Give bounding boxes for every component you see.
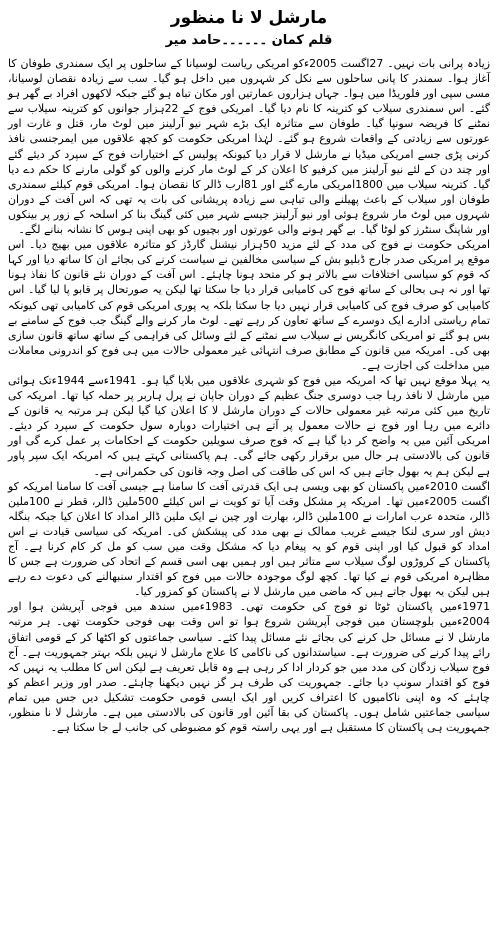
article-title: مارشل لا نا منظور [170,8,328,28]
paragraph-2: امریکی حکومت نے فوج کی مدد کے لئے مزید 50ہزار نیشنل گارڈز کو متاثرہ علاقوں میں بھیج دیا۔ اس موقع پر امریکی صدر جارج ڈبلیو بش کے سیاسی مخالفین نے سیاست کرنے کی بجائے ان کا ساتھ دیا اور کہا کہ قوم کو سیاسی اختلافات سے بالاتر ہو کر متحد ہونا چاہئے۔ اس آفت کے دوران نئے قانون کا نفاذ ہونا تھا اور نہ ہی بحالی کے ساتھ فوج کی کامیابی قرار دیا جا سکتا تھا لیکن یہ صورتحال پر قابو پا لیا گیا۔ اس کامیابی کو صرف فوج کی کامیابی قرار نہیں دیا جا سکتا بلکہ یہ پوری امریکی قوم کی کامیابی تھی کیونکہ تمام ریاستی ادارے ایک دوسرے کے ساتھ تعاون کر رہے تھے۔ لوٹ مار کرنے والے گینگ جب فوج کے سامنے بے بس ہو گئے تو امریکی کانگریس نے سیلاب سے نمٹنے کے لئے وسائل کی فراہمی کے ساتھ ساتھ قانون سازی بھی کی۔ امریکہ میں قانون کے مطابق صرف انتہائی غیر معمولی حالات میں ہی فوج کو اندرونی معاملات میں مداخلت کی اجازت ہے۔ [8,238,490,372]
article-body [8,56,490,735]
article-byline: قلم کمان ۔۔۔۔۔۔حامد میر [165,33,333,48]
paragraph-3: یہ پہلا موقع نہیں تھا کہ امریکہ میں فوج کو شہری علاقوں میں بلایا گیا ہو۔ 1941ءسے 1944ءتک ہوائی میں مارشل لا نافذ رہا جب دوسری جنگ عظیم کے دوران جاپان نے پرل ہاربر پر حملہ کیا تھا۔ امریکہ کی تاریخ میں کئی مرتبہ غیر معمولی حالات کے دوران مارشل لا کا اعلان کیا گیا لیکن ہر مرتبہ یہ قانون کے دائرے میں رہا اور فوج نے حالات معمول پر آتے ہی اختیارات دوبارہ سول حکومت کے سپرد کر دیئے۔ امریکی آئین میں یہ واضح کر دیا گیا ہے کہ فوج صرف سویلین حکومت کے احکامات پر عمل کرے گی اور قانون کی بالادستی ہر حال میں برقرار رکھی جائے گی۔ ہم پاکستانی کہتے ہیں کہ امریکہ ایک سپر پاور ہے لیکن ہم یہ بھول جاتے ہیں کہ اس کی طاقت کی اصل وجہ قانون کی حکمرانی ہے۔ [8,373,490,478]
paragraph-5: 1971ءمیں پاکستان ٹوٹا تو فوج کی حکومت تھی۔ 1983ءمیں سندھ میں فوجی آپریشن ہوا اور 2004ءمیں بلوچستان میں فوجی آپریشن شروع ہوا تو اس وقت بھی فوجی حکومت تھی۔ ہر مرتبہ مارشل لا نے مسائل حل کرنے کی بجائے نئے مسائل پیدا کئے۔ سیاسی جماعتوں کو اکٹھا کر کے قومی اتفاق رائے پیدا کرنے کی ضرورت ہے۔ سیاستدانوں کی ناکامی کا علاج مارشل لا نہیں بلکہ بہتر جمہوریت ہے۔ آج فوج سیلاب زدگان کی مدد میں جو کردار ادا کر رہی ہے وہ قابل تعریف ہے لیکن اس کا مطلب یہ نہیں کہ فوج کو اقتدار سونپ دیا جائے۔ جمہوریت کی طرف ہر گز نہیں دیکھنا چاہئے۔ صدر اور وزیر اعظم کو چاہئے کہ وہ اپنی ناکامیوں کا اعتراف کریں اور ایک ایسی قومی حکومت تشکیل دیں جس میں تمام سیاسی جماعتیں شامل ہوں۔ پاکستان کی بقا آئین اور قانون کی بالادستی میں ہے۔ مارشل لا نا منظور، جمہوریت ہی پاکستان کا مستقبل ہے اور یہی راستہ قوم کو مضبوطی کی جانب لے جا سکتا ہے۔ [8,600,490,735]
paragraph-1: زیادہ پرانی بات نہیں۔ 27اگست 2005ءکو امریکی ریاست لوسیانا کے ساحلوں پر ایک سمندری طوفان کا آغاز ہوا۔ سمندر کا پانی ساحلوں سے نکل کر شہروں میں داخل ہو گیا۔ سب سے زیادہ نقصان لوسیانا، مسی سپی اور فلوریڈا میں ہوا۔ جہاں ہزاروں عمارتیں اور مکان تباہ ہو گئے جبکہ لاکھوں افراد بے گھر ہو گئے۔ اس سمندری سیلاب کو کترینہ کا نام دیا گیا۔ امریکی فوج کے 22ہزار جوانوں کو کترینہ سیلاب سے نمٹنے کا فریضہ سونپا گیا۔ طوفان سے متاثرہ ایک بڑے شہر نیو آرلینز میں لوٹ مار، قتل و غارت اور عورتوں سے زیادتی کے واقعات شروع ہو گئے۔ لہٰذا امریکی حکومت کو کچھ علاقوں میں ایمرجنسی نافذ کرنی پڑی جسے امریکی میڈیا نے مارشل لا قرار دیا کیونکہ پولیس کے اختیارات فوج کے سپرد کر دیئے گئے اور چند دن کے لئے نیو آرلینز میں کرفیو کا اعلان کر کے لوٹ مار کرنے والوں کو گولی مارنے کا حکم دے دیا گیا۔ کترینہ سیلاب میں 1800امریکی مارے گئے اور 81ارب ڈالر کا نقصان ہوا۔ امریکی قوم کیلئے سمندری طوفان اور سیلاب کے باعث پھیلنے والی تباہی سے زیادہ پریشانی کی بات یہ تھی کہ اس آفت کے دوران شہروں میں لوٹ مار شروع ہوئی اور نیو آرلینز جیسے شہر میں کئی گینگ بنا کر اسلحہ کے زور پر بینکوں اور شاپنگ سنٹرز کو لوٹا گیا۔ بے گھر ہونے والی عورتوں اور بچیوں کو بھی اپنی ہوس کا نشانہ بنانے لگے۔ [8,57,490,237]
paragraph-4: اگست 2010ءمیں پاکستان کو بھی ویسی ہی ایک قدرتی آفت کا سامنا ہے جیسی آفت کا سامنا امریکہ کو اگست 2005ءمیں تھا۔ امریکہ پر مشکل وقت آیا تو کویت نے اس کیلئے 500ملین ڈالر، قطر نے 100ملین ڈالر، متحدہ عرب امارات نے 100ملین ڈالر، بھارت اور چین نے ایک ملین ڈالر امداد کا اعلان کیا جبکہ بنگلہ دیش اور سری لنکا جیسے غریب ممالک نے بھی مدد کی پیشکش کی۔ امریکہ کی سیاسی قیادت نے اس امداد کو قبول کیا اور اپنی قوم کو یہ پیغام دیا کہ مشکل وقت میں سب کو مل کر کام کرنا ہے۔ آج پاکستان کے کروڑوں لوگ سیلاب سے متاثر ہیں اور ہمیں بھی اسی قسم کے اتحاد کی ضرورت ہے جس کا مظاہرہ امریکی قوم نے کیا تھا۔ کچھ لوگ موجودہ حالات میں فوج کو اقتدار سنبھالنے کی دعوت دے رہے ہیں لیکن یہ بھول جاتے ہیں کہ ماضی میں مارشل لا نے پاکستان کو کمزور کیا۔ [8,479,491,599]
